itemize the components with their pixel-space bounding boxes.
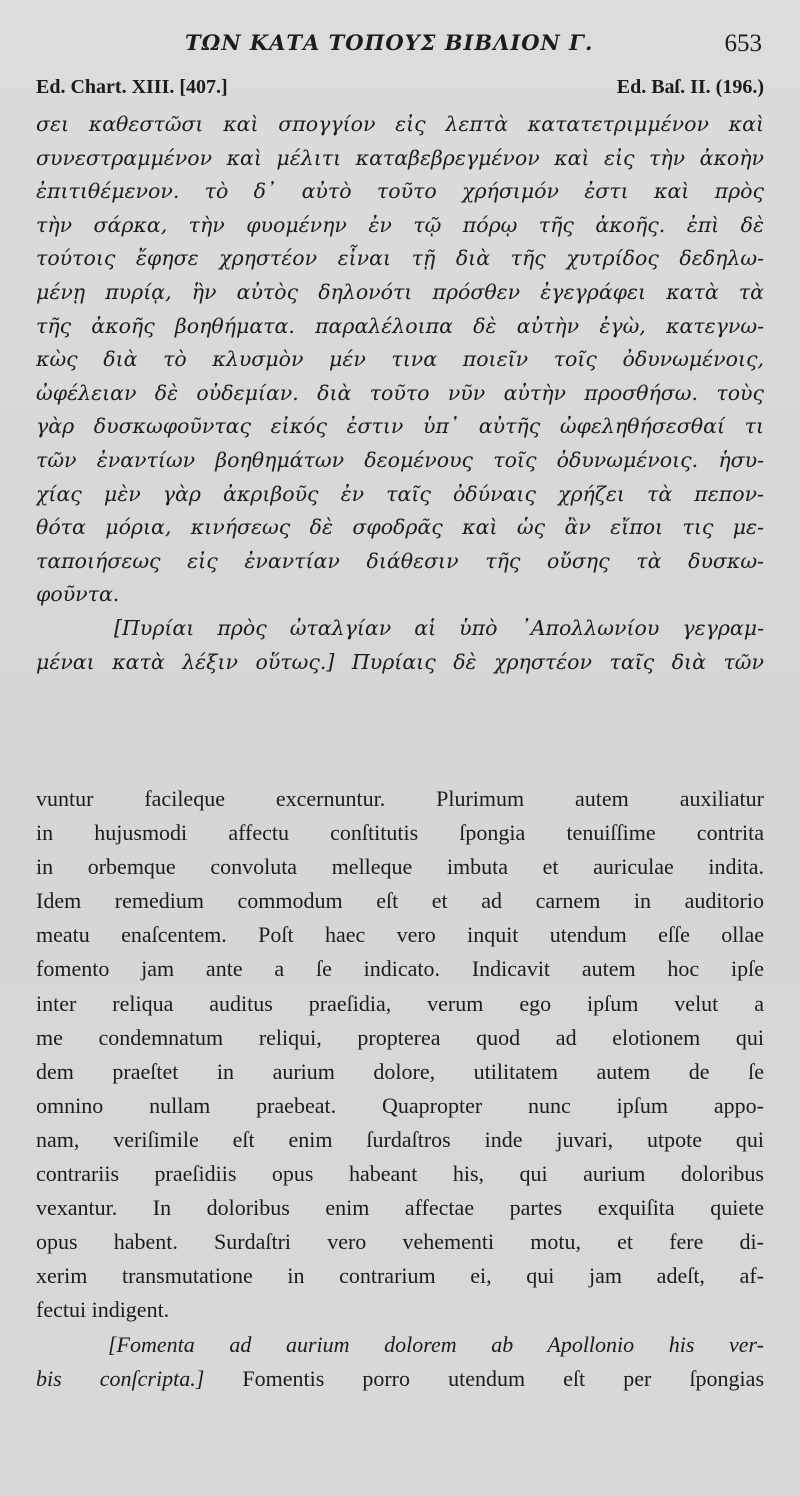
latin-line: omnino nullam praebeat. Quapropter nunc ipſum appo- bbox=[36, 1092, 764, 1118]
greek-text bbox=[36, 108, 764, 679]
edition-line bbox=[36, 76, 764, 104]
latin-line: opus habent. Surdaſtri vero vehementi motu, et fere di- bbox=[36, 1229, 764, 1255]
greek-line: φοῦντα. bbox=[36, 582, 120, 607]
greek-line: θότα μόρια, κινήσεως δὲ σφοδρᾶς καὶ ὡς ἂν εἴποι τις με- bbox=[36, 515, 764, 540]
latin-line: vexantur. In doloribus enim affectae partes exquiſita quiete bbox=[36, 1195, 764, 1221]
greek-section-heading-continued bbox=[36, 646, 764, 680]
greek-line: ἐπιτιθέμενον. τὸ δ᾽ αὐτὸ τοῦτο χρήσιμόν ἐστι καὶ πρὸς bbox=[36, 179, 764, 204]
edition-basel: Ed. Baſ. II. (196.) bbox=[616, 76, 764, 98]
greek-heading-bracketed: μέναι κατὰ λέξιν οὕτως.] bbox=[36, 649, 335, 674]
running-title: ΤΩΝ ΚΑΤΑ ΤΟΠΟΥΣ ΒΙΒΛΙΟΝ Γ. bbox=[185, 30, 594, 55]
latin-heading-rest: Fomentis porro utendum eſt per ſpongias bbox=[204, 1365, 764, 1391]
greek-line: ὠφέλειαν δὲ οὐδεμίαν. διὰ τοῦτο νῦν αὐτὴν προσθήσω. τοὺς bbox=[36, 380, 764, 405]
greek-line: γὰρ δυσκωφοῦντας εἰκός ἐστιν ὑπ᾽ αὐτῆς ὠφεληθήσεσθαί τι bbox=[36, 414, 764, 439]
greek-line: σει καθεστῶσι καὶ σπογγίον εἰς λεπτὰ κατατετριμμένον καὶ bbox=[36, 112, 764, 136]
latin-line: nam, veriſimile eſt enim ſurdaſtros inde juvari, utpote qui bbox=[36, 1126, 764, 1152]
greek-line: κὼς διὰ τὸ κλυσμὸν μέν τινα ποιεῖν τοῖς ὀδυνωμένοις, bbox=[36, 347, 764, 372]
latin-line: xerim transmutatione in contrarium ei, qui jam adeſt, af- bbox=[36, 1263, 764, 1289]
greek-line: τούτοις ἔφησε χρηστέον εἶναι τῇ διὰ τῆς χυτρίδος δεδηλω- bbox=[36, 246, 764, 271]
latin-line: me condemnatum reliqui, propterea quod ad elotionem qui bbox=[36, 1024, 764, 1050]
greek-heading-rest: Πυρίαις δὲ χρηστέον ταῖς διὰ τῶν bbox=[334, 649, 764, 674]
latin-line: inter reliqua auditus praeſidia, verum ego ipſum velut a bbox=[36, 990, 764, 1016]
latin-line: in hujusmodi affectu conſtitutis ſpongia tenuiſſime contrita bbox=[36, 820, 764, 846]
greek-line: συνεστραμμένον καὶ μέλιτι καταβεβρεγμένον καὶ εἰς τὴν ἀκοὴν bbox=[36, 145, 764, 170]
latin-section-heading-continued bbox=[36, 1362, 764, 1396]
latin-heading-italic: bis conſcripta.] bbox=[36, 1365, 205, 1391]
greek-line: ταποιήσεως εἰς ἐναντίαν διάθεσιν τῆς οὔσης τὰ δυσκω- bbox=[36, 548, 764, 573]
greek-line: τῆς ἀκοῆς βοηθήματα. παραλέλοιπα δὲ αὐτὴν ἐγὼ, κατεγνω- bbox=[36, 313, 764, 338]
latin-line: in orbemque convoluta melleque imbuta et auriculae indita. bbox=[36, 854, 764, 880]
greek-section-heading: [Πυρίαι πρὸς ὠταλγίαν αἱ ὑπὸ ᾽Απολλωνίου γεγραμ- bbox=[114, 615, 764, 640]
greek-line: χίας μὲν γὰρ ἀκριβοῦς ἐν ταῖς ὀδύναις χρήζει τὰ πεπον- bbox=[36, 481, 764, 506]
edition-chart: Ed. Chart. XIII. [407.] bbox=[36, 76, 228, 98]
latin-line: Idem remedium commodum eſt et ad carnem in auditorio bbox=[36, 888, 764, 914]
latin-line: fectui indigent. bbox=[36, 1297, 170, 1323]
page-number: 653 bbox=[724, 30, 762, 57]
latin-line: dem praeſtet in aurium dolore, utilitatem autem de ſe bbox=[36, 1058, 764, 1084]
running-head bbox=[0, 30, 800, 64]
latin-section-heading: [Fomenta ad aurium dolorem ab Apollonio his ver- bbox=[108, 1331, 764, 1357]
latin-line: vuntur facileque excernuntur. Plurimum autem auxiliatur bbox=[36, 786, 764, 811]
latin-text bbox=[36, 782, 764, 1396]
latin-line: fomento jam ante a ſe indicato. Indicavit autem hoc ipſe bbox=[36, 956, 764, 982]
latin-line: meatu enaſcentem. Poſt haec vero inquit utendum eſſe ollae bbox=[36, 922, 764, 948]
greek-line: τὴν σάρκα, τὴν φυομένην ἐν τῷ πόρῳ τῆς ἀκοῆς. ἐπὶ δὲ bbox=[36, 212, 764, 237]
greek-line: τῶν ἐναντίων βοηθημάτων δεομένους τοῖς ὀδυνωμένοις. ἡσυ- bbox=[36, 447, 764, 472]
latin-line: contrariis praeſidiis opus habeant his, qui aurium doloribus bbox=[36, 1161, 764, 1187]
greek-line: μένῃ πυρίᾳ, ἣν αὐτὸς δηλονότι πρόσθεν ἐγεγράφει κατὰ τὰ bbox=[36, 279, 764, 304]
